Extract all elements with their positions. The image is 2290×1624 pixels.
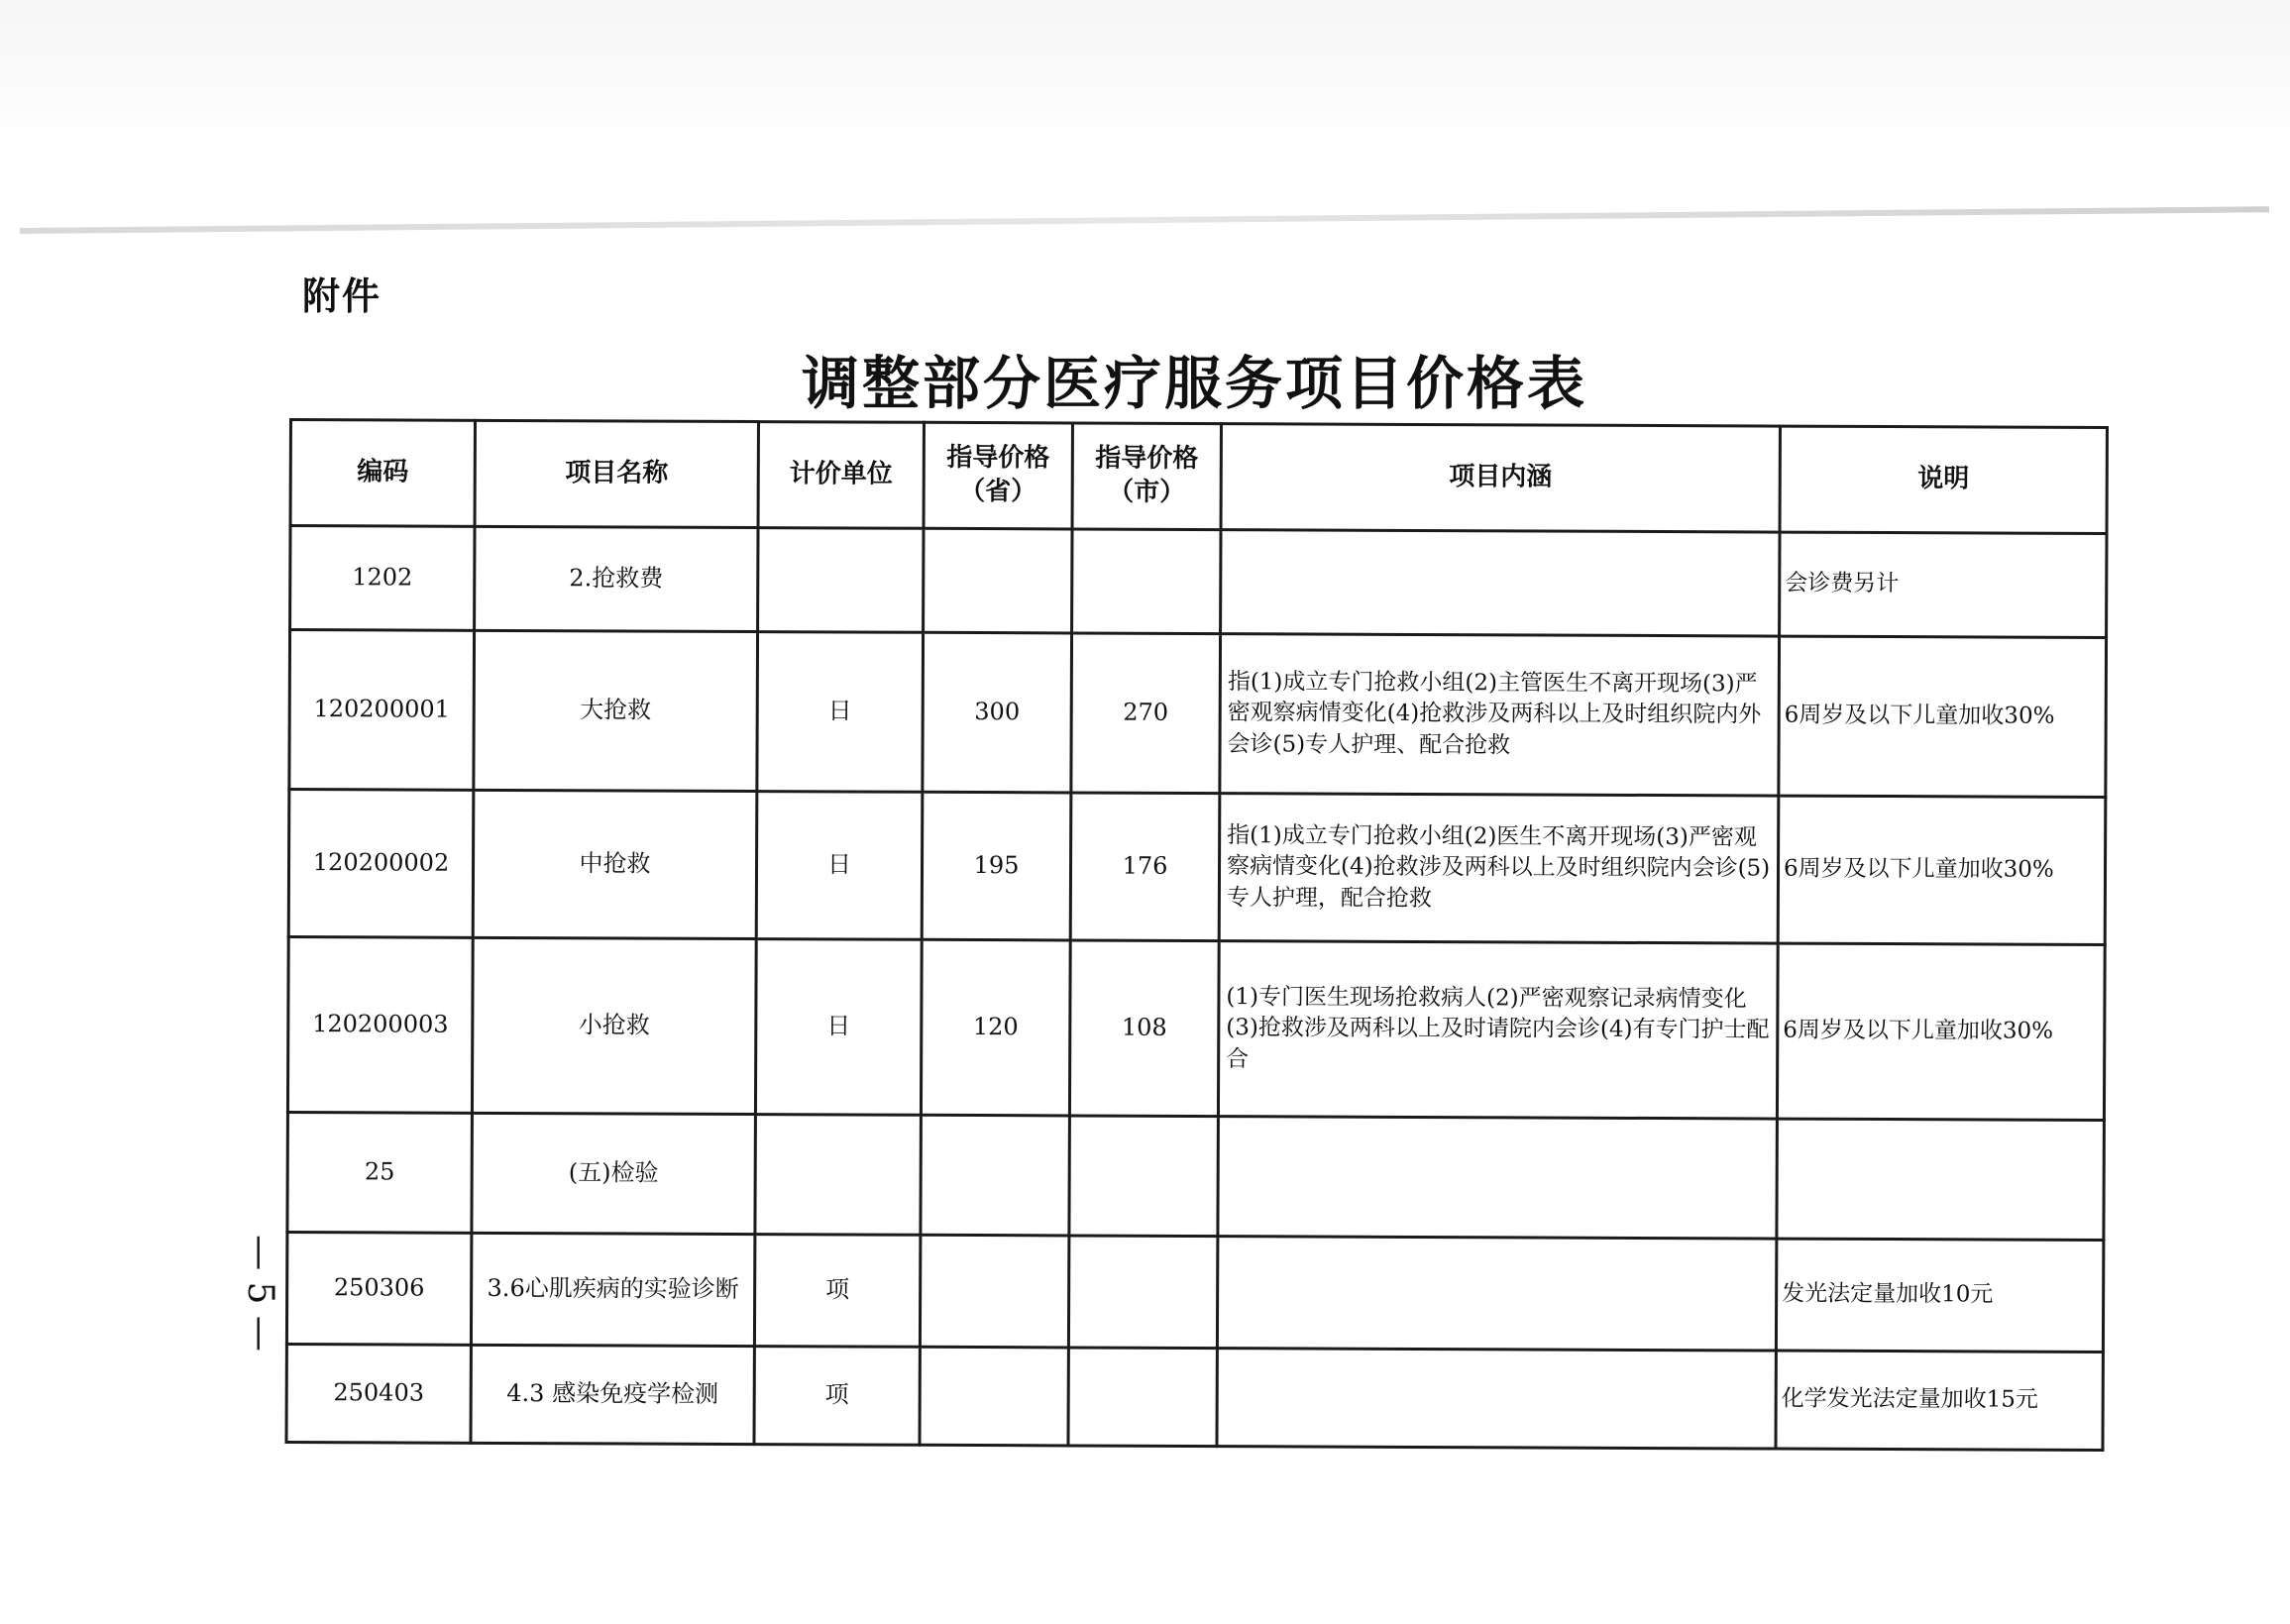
cell-code: 1202 — [290, 526, 475, 631]
annex-label: 附件 — [302, 274, 382, 318]
cell-code: 120200001 — [289, 630, 475, 791]
cell-price-prov — [920, 1347, 1068, 1446]
page-number: — 5 — — [240, 1235, 281, 1352]
cell-unit — [755, 1115, 922, 1236]
header-price-city: 指导价格（市） — [1072, 423, 1221, 530]
table-row — [287, 937, 2105, 1121]
cell-unit: 日 — [756, 792, 923, 940]
cell-code: 25 — [287, 1112, 473, 1233]
cell-code: 120200003 — [287, 937, 473, 1114]
header-row — [290, 420, 2107, 534]
cell-price-prov: 120 — [921, 939, 1070, 1116]
cell-content: 指(1)成立专门抢救小组(2)主管医生不离开现场(3)严密观察病情变化(4)抢救涉及两科以上及时组织院内外会诊(5)专人护理、配合抢救 — [1220, 634, 1780, 796]
price-table — [284, 418, 2108, 1452]
header-code: 编码 — [290, 420, 475, 527]
cell-price-city — [1068, 1348, 1217, 1447]
cell-name: 2.抢救费 — [475, 526, 758, 631]
cell-price-city: 270 — [1071, 633, 1221, 794]
header-price-prov: 指导价格（省） — [924, 422, 1072, 529]
cell-content — [1218, 1117, 1778, 1239]
cell-content: (1)专门医生现场抢救病人(2)严密观察记录病情变化(3)抢救涉及两科以上及时请院内会诊(4)有专门护士配合 — [1218, 941, 1778, 1119]
cell-price-city — [1072, 529, 1221, 634]
header-note: 说明 — [1780, 426, 2107, 533]
scan-edge-line — [20, 206, 2269, 234]
table-row — [286, 1232, 2103, 1352]
cell-code: 250403 — [286, 1344, 471, 1443]
cell-note: 6周岁及以下儿童加收30% — [1777, 943, 2105, 1120]
table-row — [287, 1112, 2105, 1240]
table-row — [289, 630, 2107, 798]
header-content: 项目内涵 — [1221, 424, 1780, 532]
table-row — [286, 1344, 2103, 1450]
cell-note: 发光法定量加收10元 — [1776, 1239, 2103, 1352]
cell-unit: 项 — [754, 1235, 920, 1348]
header-name: 项目名称 — [475, 420, 758, 527]
cell-name: 3.6心肌疾病的实验诊断 — [471, 1233, 754, 1346]
header-unit: 计价单位 — [758, 422, 924, 529]
cell-note: 6周岁及以下儿童加收30% — [1779, 636, 2107, 797]
cell-content — [1221, 530, 1780, 636]
cell-content: 指(1)成立专门抢救小组(2)医生不离开现场(3)严密观察病情变化(4)抢救涉及两科以上及时组织院内会诊(5)专人护理，配合抢救 — [1219, 794, 1779, 943]
document-title: 调整部分医疗服务项目价格表 — [801, 350, 1587, 417]
cell-name: (五)检验 — [472, 1113, 756, 1234]
cell-price-prov — [924, 528, 1072, 633]
table-row — [290, 526, 2107, 638]
cell-unit: 日 — [757, 632, 924, 793]
cell-code: 250306 — [286, 1232, 471, 1345]
cell-name: 中抢救 — [473, 790, 757, 938]
cell-code: 120200002 — [288, 790, 474, 938]
cell-unit: 项 — [754, 1347, 920, 1446]
cell-content — [1217, 1349, 1776, 1449]
cell-price-prov: 195 — [922, 792, 1071, 940]
cell-name: 大抢救 — [474, 630, 758, 791]
cell-note: 会诊费另计 — [1780, 532, 2107, 637]
cell-content — [1217, 1237, 1776, 1351]
cell-price-city: 176 — [1070, 793, 1220, 941]
table-row — [288, 790, 2106, 945]
cell-note — [1777, 1119, 2105, 1240]
cell-price-city — [1069, 1116, 1219, 1237]
scan-shadow-top — [0, 0, 2290, 149]
cell-unit: 日 — [755, 939, 922, 1116]
cell-note: 6周岁及以下儿童加收30% — [1778, 796, 2106, 944]
cell-price-city — [1068, 1236, 1217, 1349]
cell-unit — [758, 528, 924, 633]
cell-price-prov: 300 — [923, 632, 1072, 793]
cell-name: 4.3 感染免疫学检测 — [471, 1345, 754, 1444]
cell-price-city: 108 — [1069, 940, 1219, 1117]
cell-price-prov — [920, 1235, 1068, 1348]
cell-name: 小抢救 — [472, 937, 756, 1114]
cell-note: 化学发光法定量加收15元 — [1776, 1351, 2103, 1450]
cell-price-prov — [921, 1115, 1070, 1236]
